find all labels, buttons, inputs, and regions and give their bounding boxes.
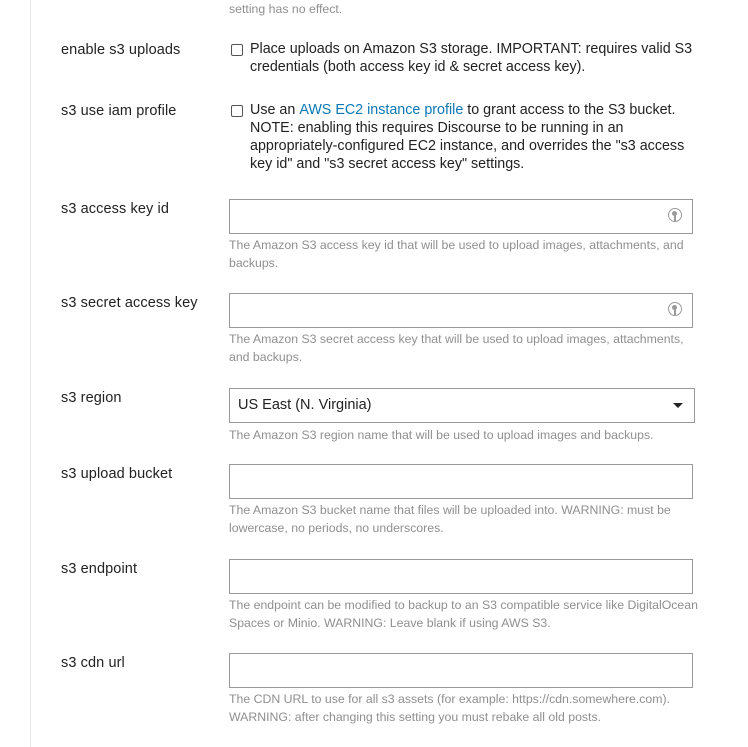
aws-ec2-instance-profile-link[interactable]: AWS EC2 instance profile (299, 102, 464, 118)
enable-s3-uploads-checkbox[interactable] (231, 44, 243, 56)
s3-use-iam-profile-checkbox[interactable] (231, 105, 243, 117)
setting-label: s3 access key id (61, 201, 169, 217)
s3-use-iam-profile-option[interactable] (231, 101, 698, 173)
eye-reveal-icon[interactable] (668, 208, 682, 222)
description-text-before: Use an (250, 102, 296, 118)
setting-label: s3 upload bucket (61, 466, 173, 482)
setting-description: The Amazon S3 bucket name that files will be uploaded into. WARNING: must be lowercase, no periods, no underscores. (229, 503, 671, 535)
setting-label: s3 region (61, 390, 122, 406)
caret-down-icon (673, 403, 683, 408)
enable-s3-uploads-description: Place uploads on Amazon S3 storage. IMPORTANT: requires valid S3 credentials (both access key id & secret access key). (250, 41, 693, 75)
setting-label: s3 endpoint (61, 561, 138, 577)
s3-upload-bucket-input[interactable] (229, 464, 693, 499)
setting-description: The CDN URL to use for all s3 assets (for example: https://cdn.somewhere.com). WARNING: after changing this setting you must rebake all old posts. (229, 692, 671, 724)
s3-endpoint-input[interactable] (229, 559, 693, 594)
setting-description: The Amazon S3 region name that will be used to upload images and backups. (229, 428, 654, 442)
s3-access-key-id-input[interactable] (229, 199, 693, 234)
description-text-after: to grant access to the S3 bucket. NOTE: enabling this requires Discourse to be running in an appropriately-configured EC2 instance, and overrides the "s3 access key id" and "s3 secret access key" settings. (250, 102, 685, 172)
s3-region-selected-value: US East (N. Virginia) (238, 397, 372, 413)
content-left-border (30, 0, 31, 747)
enable-s3-uploads-option[interactable] (231, 40, 698, 76)
s3-secret-access-key-input[interactable] (229, 293, 693, 328)
setting-description: The Amazon S3 secret access key that will be used to upload images, attachments, and backups. (229, 332, 684, 364)
setting-label: s3 cdn url (61, 655, 125, 671)
setting-description: The endpoint can be modified to backup to an S3 compatible service like DigitalOcean Spaces or Minio. WARNING: Leave blank if using AWS S3. (229, 598, 698, 630)
s3-region-select[interactable] (229, 388, 695, 423)
previous-setting-description-tail: setting has no effect. (229, 2, 343, 16)
setting-description: The Amazon S3 access key id that will be used to upload images, attachments, and backups. (229, 238, 684, 270)
s3-use-iam-profile-description (250, 101, 698, 173)
setting-label: s3 secret access key (61, 295, 198, 311)
setting-label: s3 use iam profile (61, 103, 177, 119)
eye-reveal-icon[interactable] (668, 302, 682, 316)
setting-label: enable s3 uploads (61, 42, 181, 58)
s3-cdn-url-input[interactable] (229, 653, 693, 688)
